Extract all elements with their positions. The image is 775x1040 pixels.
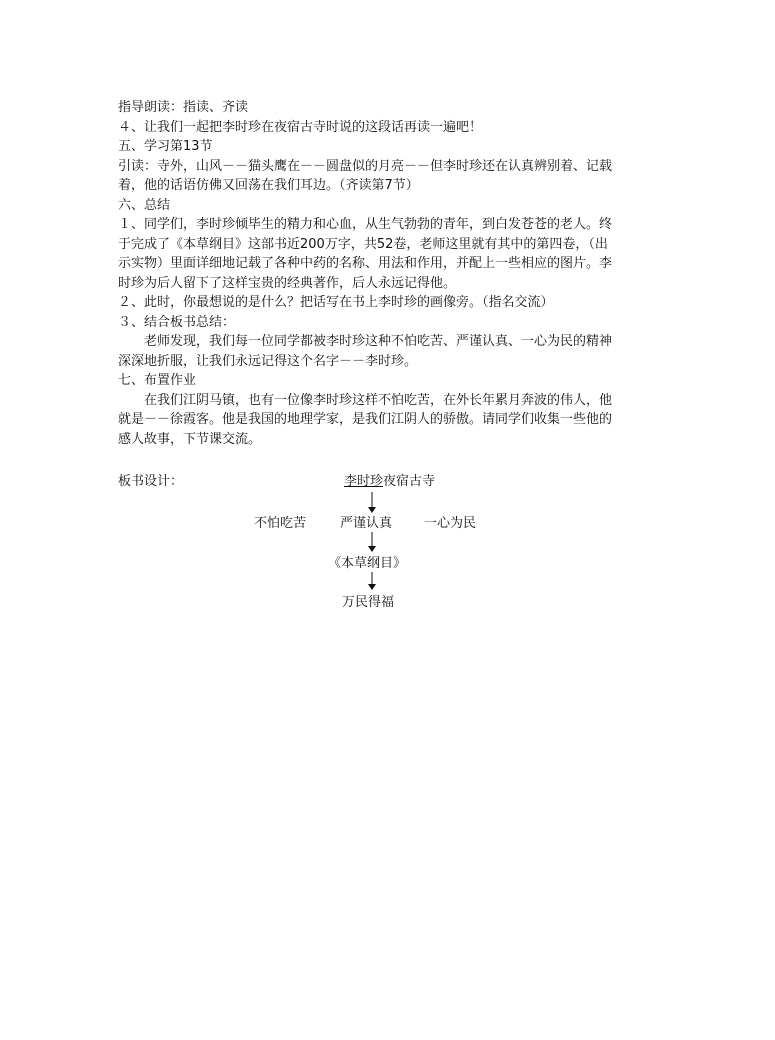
board-result: 万民得福 <box>342 595 395 610</box>
board-design <box>118 470 663 630</box>
text-line: １、同学们，李时珍倾毕生的精力和心血，从生气勃勃的青年，到白发苍苍的老人。终 <box>118 217 613 232</box>
board-quality: 不怕吃苦 <box>254 516 307 531</box>
arrow-head-1 <box>368 507 376 513</box>
text-line: 示实物）里面详细地记载了各种中药的名称、用法和作用，并配上一些相应的图片。李 <box>118 256 613 271</box>
board-title-name: 李时珍 <box>344 474 384 489</box>
text-line: 感人故事，下节课交流。 <box>118 431 262 447</box>
board-title-rest: 夜宿古寺 <box>383 474 436 489</box>
text-line: ２、此时，你最想说的是什么？把话写在书上李时珍的画像旁。（指名交流） <box>118 295 554 310</box>
section-heading: 五、学习第13节 <box>118 139 213 154</box>
text-line: ３、结合板书总结： <box>118 314 236 330</box>
text-line: 就是－－徐霞客。他是我国的地理学家，是我们江阴人的骄傲。请同学们收集一些他的 <box>118 412 613 427</box>
text-line: 老师发现，我们每一位同学都被李时珍这种不怕吃苦、严谨认真、一心为民的精神 <box>118 334 613 349</box>
section-heading: 七、布置作业 <box>118 373 197 388</box>
text-line: 指导朗读：指读、齐读 <box>118 100 249 115</box>
board-label: 板书设计： <box>118 474 184 489</box>
document-body <box>118 98 663 449</box>
board-quality: 一心为民 <box>424 516 477 531</box>
text-line: 深深地折服，让我们永远记得这个名字－－李时珍。 <box>118 353 418 369</box>
text-line: 于完成了《本草纲目》这部书近200万字，共52卷，老师这里就有其中的第四卷，（出 <box>118 236 608 252</box>
text-line: 着，他的话语仿佛又回荡在我们耳边。（齐读第7节） <box>118 178 419 193</box>
arrow-head-3 <box>368 584 376 590</box>
text-line: 时珍为后人留下了这样宝贵的经典著作，后人永远记得他。 <box>118 275 457 291</box>
text-line: ４、让我们一起把李时珍在夜宿古寺时说的这段话再读一遍吧！ <box>118 119 483 135</box>
board-book: 《本草纲目》 <box>328 556 407 571</box>
board-quality: 严谨认真 <box>340 516 393 531</box>
text-line: 在我们江阴马镇，也有一位像李时珍这样不怕吃苦，在外长年累月奔波的伟人，他 <box>118 392 613 408</box>
text-line: 引读：寺外，山风－－猫头鹰在－－圆盘似的月亮－－但李时珍还在认真辨别着、记载 <box>118 158 613 174</box>
section-heading: 六、总结 <box>118 197 171 213</box>
arrow-head-2 <box>368 546 376 552</box>
